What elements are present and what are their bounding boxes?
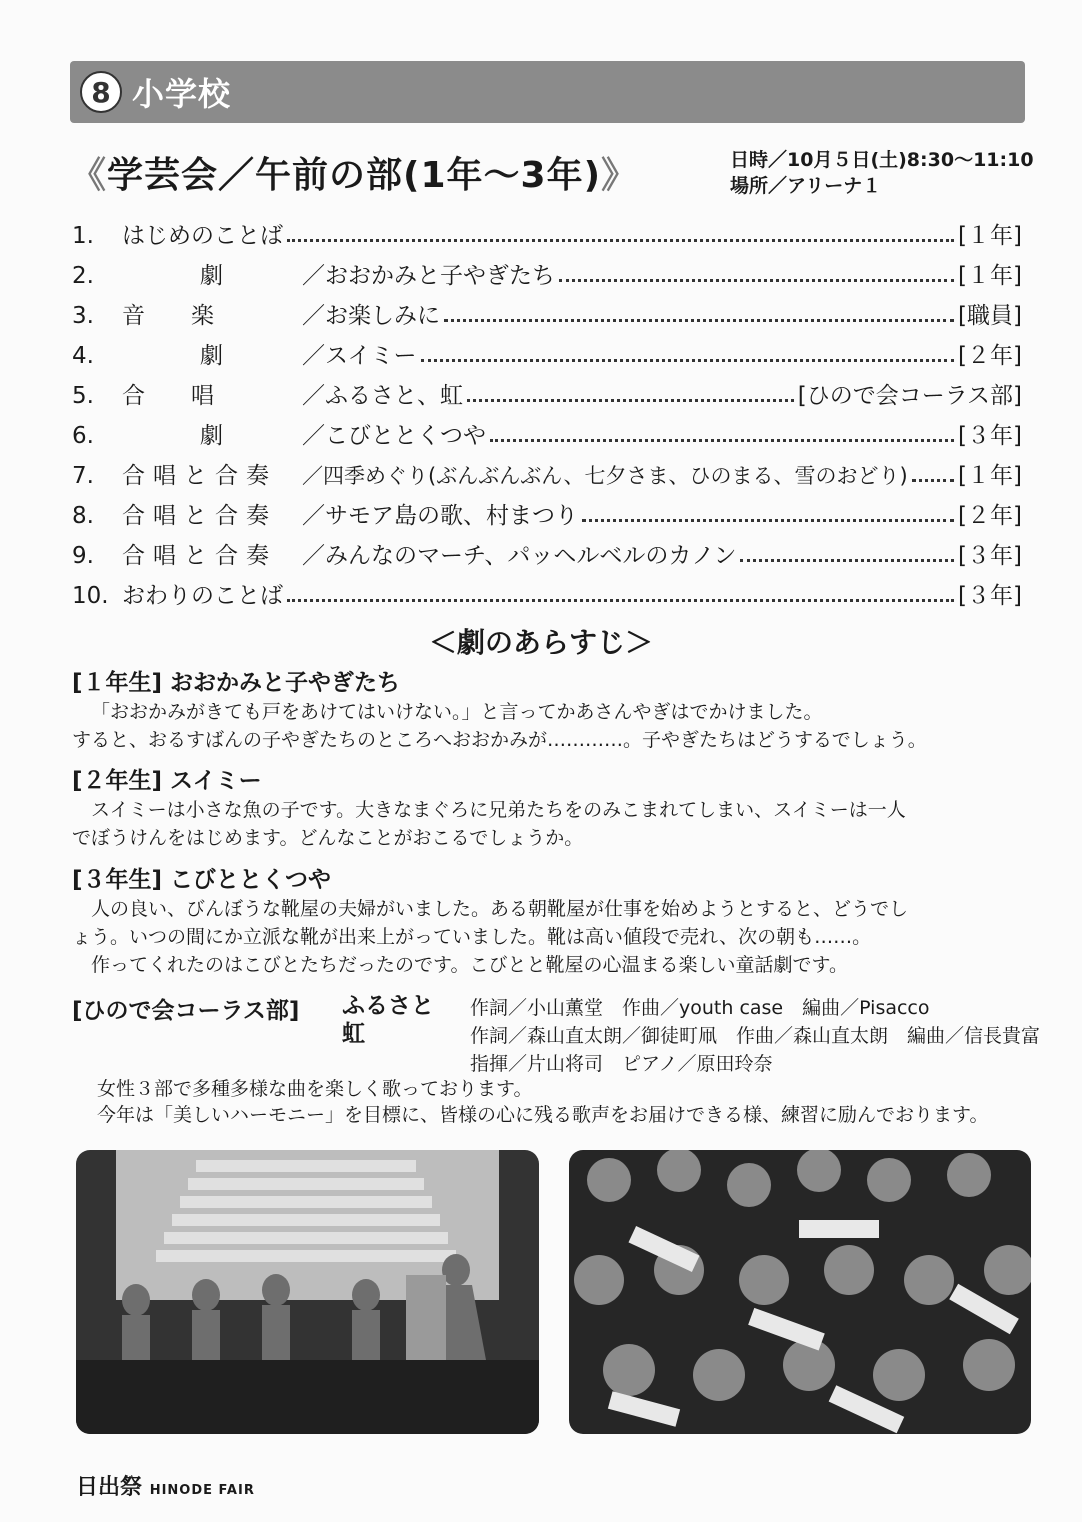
program-category: 合唱と合奏 bbox=[122, 503, 277, 529]
dot-leader bbox=[421, 359, 955, 362]
program-item bbox=[72, 496, 1022, 536]
program-category: 合唱と合奏 bbox=[122, 543, 277, 569]
program-number: 8. bbox=[72, 503, 94, 529]
program-item bbox=[72, 536, 1022, 576]
program-item bbox=[72, 576, 1022, 616]
credit-line: 作詞／小山薫堂 作曲／youth case 編曲／Pisacco bbox=[470, 997, 930, 1019]
dot-leader bbox=[490, 439, 954, 442]
dot-leader bbox=[912, 479, 954, 482]
event-info bbox=[730, 147, 1034, 199]
choir-students-image bbox=[569, 1150, 1031, 1434]
dot-leader bbox=[444, 319, 954, 322]
program-title: ／おおかみと子やぎたち bbox=[302, 263, 555, 289]
synopsis-line: でぼうけんをはじめます。どんなことがおこるでしょうか。 bbox=[72, 827, 584, 849]
page-title-text: 学芸会／午前の部(1年～3年) bbox=[107, 155, 602, 196]
credit-line: 指揮／片山将司 ピアノ／原田玲奈 bbox=[470, 1053, 773, 1075]
synopsis-item bbox=[72, 668, 1032, 754]
event-place: 場所／アリーナ１ bbox=[730, 175, 882, 197]
dot-leader bbox=[582, 519, 954, 522]
program-category: 音 楽 bbox=[122, 303, 214, 329]
credit-line: 作詞／森山直太朗／御徒町凧 作曲／森山直太朗 編曲／信長貴富 bbox=[470, 1025, 1041, 1047]
program-grade: [３年] bbox=[958, 583, 1022, 609]
synopsis-line: 「おおかみがきても戸をあけてはいけない。」と言ってかあさんやぎはでかけました。 bbox=[91, 701, 823, 723]
choir-description bbox=[97, 1076, 988, 1128]
choir-song: 虹 bbox=[342, 1021, 365, 1047]
program-number: 10. bbox=[72, 583, 109, 609]
dot-leader bbox=[287, 239, 954, 242]
synopsis-item bbox=[72, 865, 1032, 979]
program-category: 合唱と合奏 bbox=[122, 463, 277, 489]
program-title: ／お楽しみに bbox=[302, 303, 440, 329]
program-title: ／ふるさと、虹 bbox=[302, 383, 463, 409]
program-item bbox=[72, 416, 1022, 456]
synopsis-title: [１年生] おおかみと子やぎたち bbox=[72, 670, 401, 696]
synopsis-line: ょう。いつの間にか立派な靴が出来上がっていました。靴は高い値段で売れ、次の朝も……。 bbox=[72, 926, 872, 948]
program-title: ／こびととくつや bbox=[302, 423, 486, 449]
synopsis-line: すると、おるすばんの子やぎたちのところへおおかみが…………。子やぎたちはどうするでしょう。 bbox=[72, 729, 927, 751]
left-bracket: 《 bbox=[70, 155, 108, 196]
program-item bbox=[72, 256, 1022, 296]
program-category: おわりのことば bbox=[122, 583, 283, 609]
program-number: 9. bbox=[72, 543, 94, 569]
program-category: 合 唱 bbox=[122, 383, 214, 409]
synopsis-item bbox=[72, 766, 1032, 852]
program-title: ／みんなのマーチ、パッヘルベルのカノン bbox=[302, 543, 737, 569]
synopsis-line: 作ってくれたのはこびとたちだったのです。こびとと靴屋の心温まる楽しい童話劇です。 bbox=[91, 954, 848, 976]
program-grade: [職員] bbox=[958, 303, 1022, 329]
program-item bbox=[72, 376, 1022, 416]
synopsis-title: [２年生] スイミー bbox=[72, 768, 262, 794]
program-item bbox=[72, 456, 1022, 496]
program-number: 1. bbox=[72, 223, 94, 249]
dot-leader bbox=[740, 559, 954, 562]
program-title: ／四季めぐり(ぶんぶんぶん、七夕さま、ひのまる、雪のおどり) bbox=[302, 464, 908, 488]
section-header bbox=[70, 61, 1025, 123]
program-grade: [２年] bbox=[958, 343, 1022, 369]
program-item bbox=[72, 216, 1022, 256]
program-item bbox=[72, 336, 1022, 376]
program-title: ／スイミー bbox=[302, 343, 417, 369]
choir-credits bbox=[470, 994, 1040, 1078]
page-title bbox=[70, 147, 638, 198]
program-grade: [２年] bbox=[958, 503, 1022, 529]
program-number: 7. bbox=[72, 463, 94, 489]
program-category: 劇 bbox=[200, 343, 223, 369]
footer bbox=[76, 1470, 255, 1501]
program-category: はじめのことば bbox=[122, 223, 283, 249]
section-title: 小学校 bbox=[132, 75, 232, 113]
program-grade: [３年] bbox=[958, 543, 1022, 569]
synopsis-heading: ＜劇のあらすじ＞ bbox=[428, 626, 653, 659]
program-number: 4. bbox=[72, 343, 94, 369]
play-stage-image bbox=[76, 1150, 539, 1434]
footer-logo: 日出祭 bbox=[76, 1475, 143, 1500]
synopsis-line: スイミーは小さな魚の子です。大きなまぐろに兄弟たちをのみこまれてしまい、スイミーは一人 bbox=[91, 799, 906, 821]
choir-desc-line: 女性３部で多種多様な曲を楽しく歌っております。 bbox=[97, 1078, 533, 1100]
synopsis-line: 人の良い、びんぼうな靴屋の夫婦がいました。ある朝靴屋が仕事を始めようとすると、どうでし bbox=[91, 898, 909, 920]
choir-desc-line: 今年は「美しいハーモニー」を目標に、皆様の心に残る歌声をお届けできる様、練習に励んでおります。 bbox=[97, 1104, 989, 1126]
footer-subtitle: HINODE FAIR bbox=[149, 1483, 255, 1498]
program-number: 5. bbox=[72, 383, 94, 409]
choir-songs bbox=[342, 992, 434, 1048]
choir-photo bbox=[569, 1150, 1031, 1434]
choir-song: ふるさと bbox=[342, 993, 434, 1019]
choir-heading: [ひので会コーラス部] bbox=[72, 998, 300, 1024]
program-number: 3. bbox=[72, 303, 94, 329]
play-photo bbox=[76, 1150, 539, 1434]
program-item bbox=[72, 296, 1022, 336]
program-grade: [１年] bbox=[958, 263, 1022, 289]
synopsis-title: [３年生] こびととくつや bbox=[72, 867, 332, 893]
section-number: 8 bbox=[80, 71, 122, 113]
dot-leader bbox=[287, 599, 954, 602]
right-bracket: 》 bbox=[601, 155, 639, 196]
event-datetime: 日時／10月５日(土)8:30～11:10 bbox=[730, 149, 1034, 171]
program-category: 劇 bbox=[200, 263, 223, 289]
program-number: 6. bbox=[72, 423, 94, 449]
program-number: 2. bbox=[72, 263, 94, 289]
program-title: ／サモア島の歌、村まつり bbox=[302, 503, 578, 529]
program-grade: [１年] bbox=[958, 463, 1022, 489]
title-row bbox=[70, 147, 1034, 203]
dot-leader bbox=[467, 399, 794, 402]
program-grade: [ひので会コーラス部] bbox=[797, 383, 1022, 409]
dot-leader bbox=[559, 279, 954, 282]
program-grade: [３年] bbox=[958, 423, 1022, 449]
program-grade: [１年] bbox=[958, 223, 1022, 249]
program-category: 劇 bbox=[200, 423, 223, 449]
program-list bbox=[72, 216, 1022, 616]
